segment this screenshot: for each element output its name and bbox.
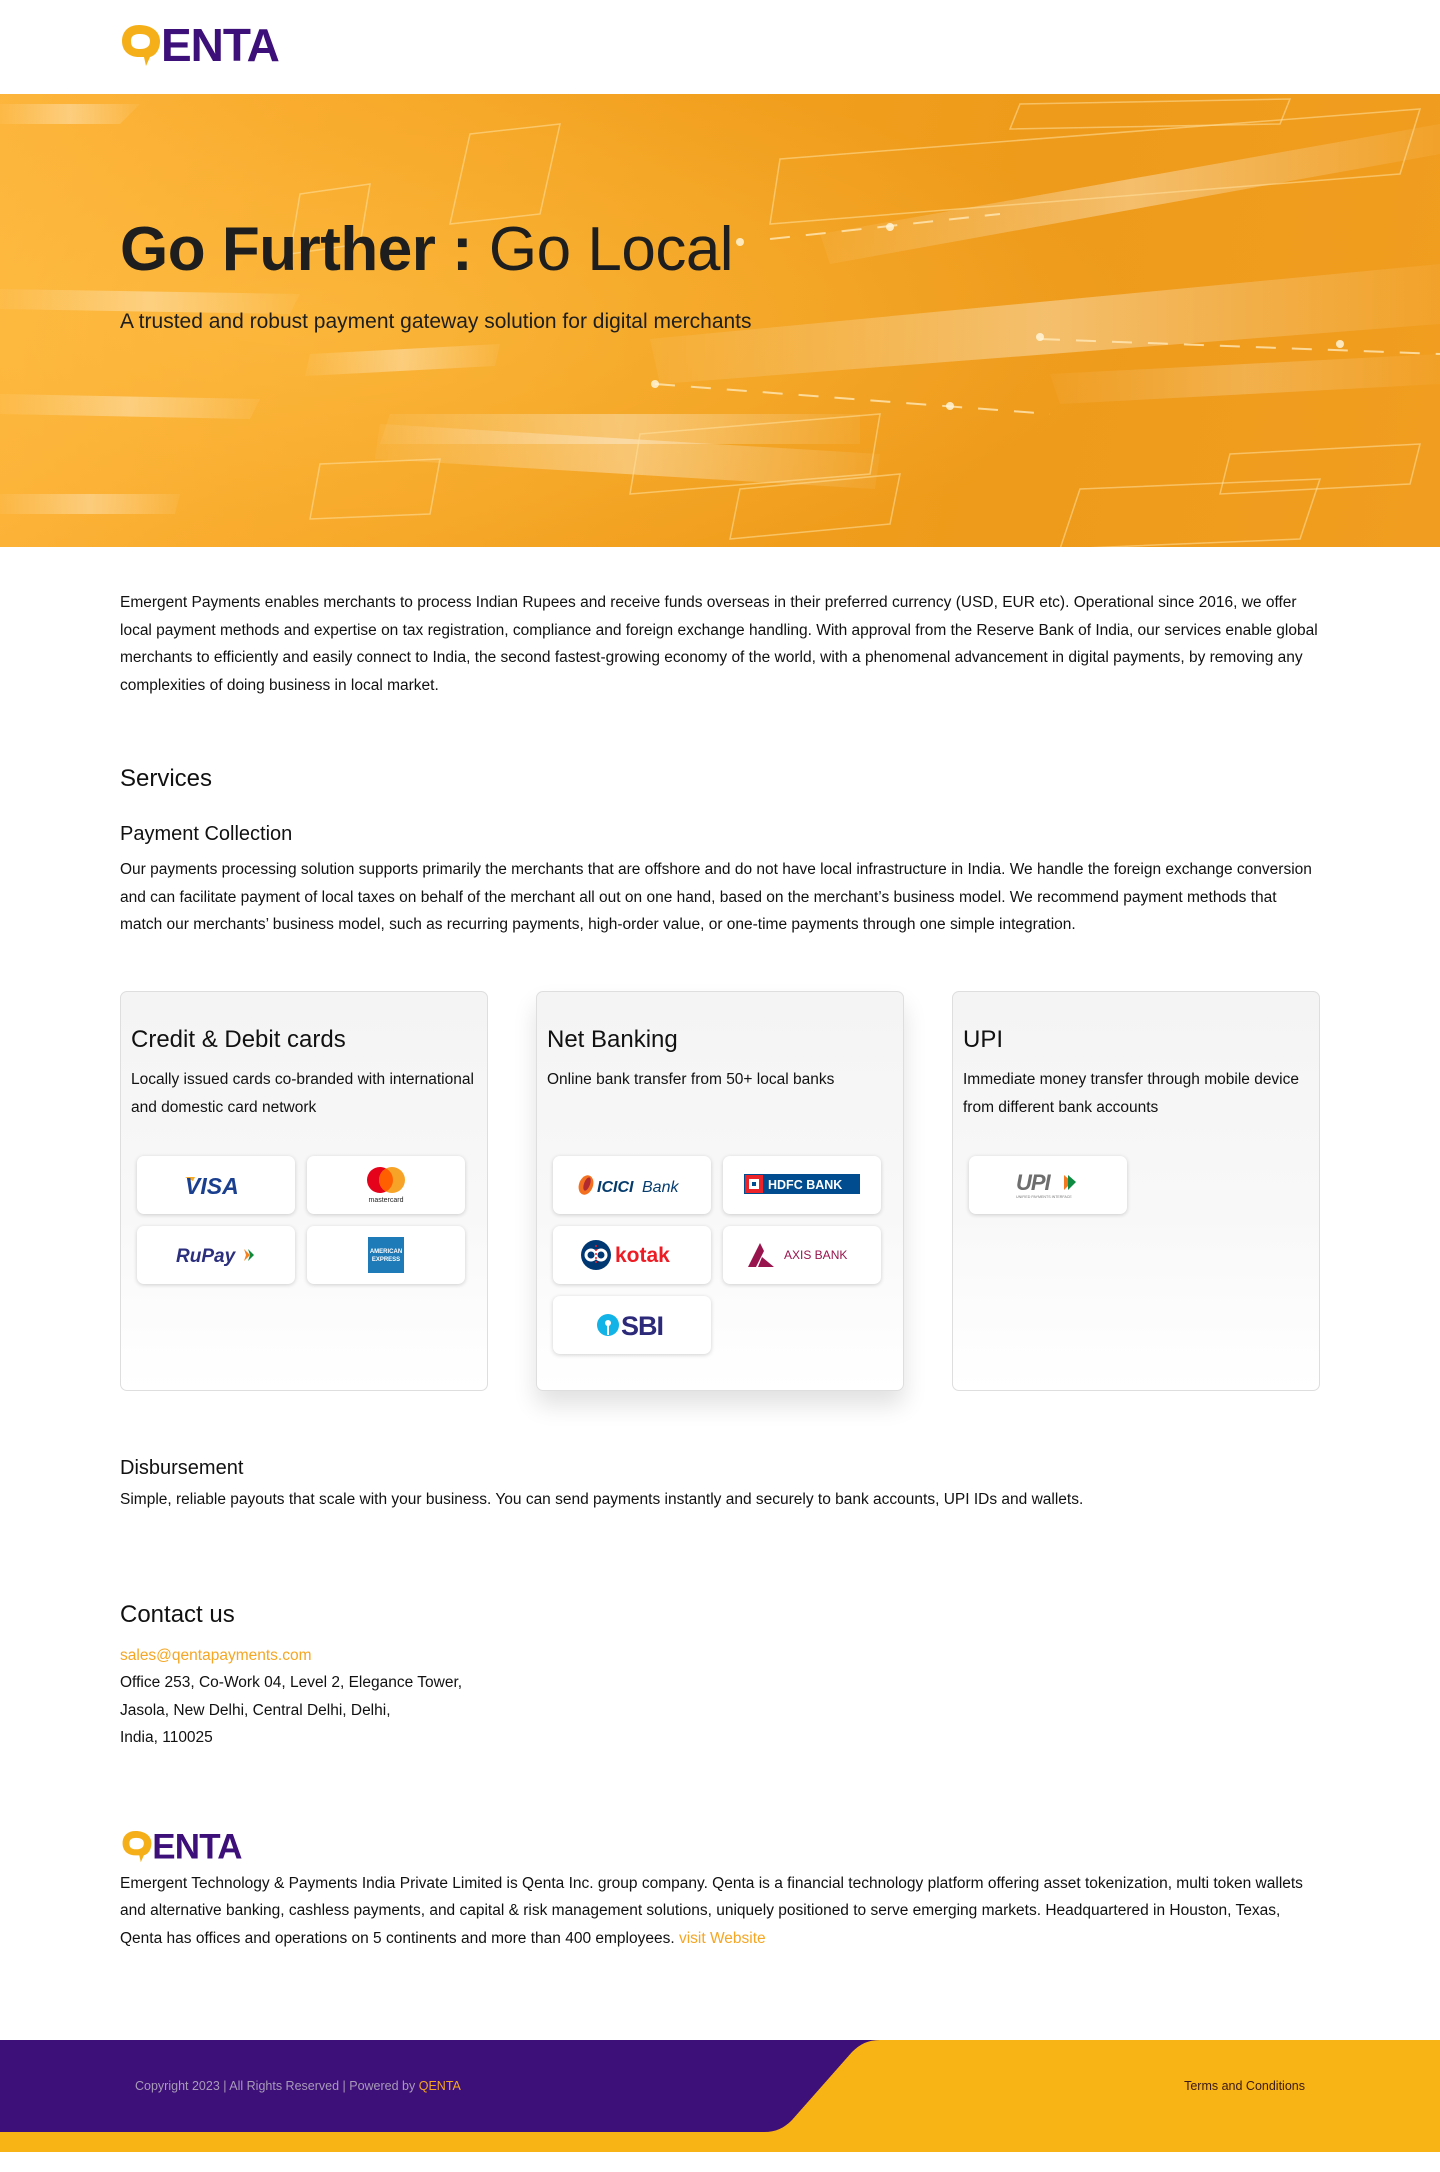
- svg-text:VISA: VISA: [185, 1172, 239, 1197]
- logo-tile-hdfc[interactable]: [723, 1156, 881, 1214]
- card-description: Immediate money transfer through mobile device from different bank accounts: [963, 1070, 1299, 1116]
- intro-section: [120, 547, 1320, 699]
- card-upi: [952, 991, 1320, 1391]
- site-header: [0, 0, 1440, 94]
- about-section: [120, 1828, 1320, 1953]
- svg-text:mastercard: mastercard: [368, 1196, 404, 1204]
- kotak-logo-icon: [580, 1239, 684, 1271]
- contact-section: [120, 1601, 1320, 1752]
- copyright-text: [135, 2079, 461, 2093]
- card-title: UPI: [963, 1025, 1004, 1053]
- logo-tile-upi[interactable]: [969, 1156, 1127, 1214]
- contact-heading: Contact us: [120, 1601, 235, 1628]
- logo-tile-amex[interactable]: [307, 1226, 465, 1284]
- visit-website-link[interactable]: visit Website: [678, 1929, 766, 1947]
- svg-text:ENTA: ENTA: [161, 21, 279, 71]
- logo-tile-axis[interactable]: [723, 1226, 881, 1284]
- footer-content: [120, 2040, 1320, 2132]
- card-credit-debit: [120, 991, 488, 1391]
- contact-email-link[interactable]: sales@qentapayments.com: [120, 1647, 312, 1664]
- svg-text:kotak: kotak: [615, 1243, 670, 1267]
- address-line-1: Office 253, Co-Work 04, Level 2, Elegance Tower,: [120, 1674, 463, 1691]
- bank-logo-grid: [547, 1156, 893, 1354]
- qenta-logo-small: [120, 1828, 1320, 1866]
- payment-collection-heading: Payment Collection: [120, 823, 293, 845]
- svg-text:UPI: UPI: [1016, 1169, 1050, 1195]
- site-footer: [0, 2040, 1440, 2152]
- svg-text:AMERICAN: AMERICAN: [369, 1248, 403, 1255]
- logo-tile-kotak[interactable]: [553, 1226, 711, 1284]
- copyright-label: Copyright 2023 | All Rights Reserved | Powered by: [135, 2079, 419, 2093]
- payment-methods-cards: [120, 991, 1320, 1391]
- logo-tile-visa[interactable]: [137, 1156, 295, 1214]
- qenta-logo[interactable]: [120, 23, 312, 71]
- hero-title: [120, 216, 1320, 284]
- about-text: [120, 1870, 1320, 1953]
- rupay-logo-icon: [174, 1243, 258, 1267]
- logo-tile-rupay[interactable]: [137, 1226, 295, 1284]
- qenta-logo-icon: [120, 21, 312, 71]
- card-net-banking: [536, 991, 904, 1391]
- axis-logo-icon: [746, 1241, 858, 1269]
- svg-text:Bank: Bank: [642, 1178, 679, 1196]
- sbi-logo-icon: [596, 1311, 668, 1339]
- card-description: Locally issued cards co-branded with international and domestic card network: [131, 1070, 474, 1116]
- logo-tile-mastercard[interactable]: [307, 1156, 465, 1214]
- disbursement-text: Simple, reliable payouts that scale with your business. You can send payments instantly and securely to bank accounts, UPI IDs and wallets.: [120, 1490, 1084, 1508]
- payment-collection-text: Our payments processing solution supports primarily the merchants that are offshore and do not have local infrastructure in India. We handle the foreign exchange conversion and can facilitate payment of local taxes on behalf of the merchant all out on one hand, based on the merchant’s business model. We recommend payment methods that match our merchants’ business model, such as recurring payments, high-order value, or one-time payments through one simple integration.: [120, 861, 1312, 933]
- svg-text:UNIFIED PAYMENTS INTERFACE: UNIFIED PAYMENTS INTERFACE: [1016, 1194, 1072, 1199]
- upi-logo-grid: [963, 1156, 1309, 1214]
- svg-text:AXIS BANK: AXIS BANK: [784, 1247, 848, 1262]
- visa-logo-icon: [181, 1173, 251, 1197]
- svg-text:RuPay: RuPay: [176, 1245, 236, 1267]
- address-line-2: Jasola, New Delhi, Central Delhi, Delhi,: [120, 1701, 391, 1719]
- intro-text: Emergent Payments enables merchants to process Indian Rupees and receive funds overseas in their preferred currency (USD, EUR etc). Operational since 2016, we offer local payment methods and expertise on tax registration, compliance and foreign exchange handling. With approval from the Reserve Bank of India, our services enable global merchants to efficiently and easily connect to India, the second fastest-growing economy of the world, with a phenomenal advancement in digital payments, by removing any complexities of doing business in local market.: [120, 594, 1318, 694]
- hero-title-bold: Go Further :: [120, 215, 473, 284]
- logo-tile-icici[interactable]: [553, 1156, 711, 1214]
- services-heading: Services: [120, 765, 213, 792]
- card-title: Net Banking: [547, 1025, 678, 1053]
- svg-text:EXPRESS: EXPRESS: [371, 1256, 401, 1263]
- address-line-3: India, 110025: [120, 1729, 213, 1746]
- main-content: [120, 547, 1320, 1952]
- card-logo-grid: [131, 1156, 477, 1284]
- card-title: Credit & Debit cards: [131, 1025, 346, 1053]
- upi-logo-icon: [1012, 1170, 1084, 1200]
- svg-text:ENTA: ENTA: [152, 1827, 242, 1866]
- mastercard-logo-icon: [356, 1165, 416, 1205]
- card-description: Online bank transfer from 50+ local banks: [547, 1070, 835, 1088]
- disbursement-heading: Disbursement: [120, 1456, 244, 1479]
- hdfc-logo-icon: [744, 1174, 860, 1196]
- svg-text:HDFC BANK: HDFC BANK: [768, 1177, 843, 1192]
- about-description: Emergent Technology & Payments India Private Limited is Qenta Inc. group company. Qenta is a financial technology platform offering asset tokenization, multi token wallets and alternative banking, cashless payments, and capital & risk management solutions, uniquely positioned to serve emerging markets. Headquartered in Houston, Texas, Qenta has offices and operations on 5 continents and more than 400 employees.: [120, 1874, 1303, 1947]
- hero-title-light: Go Local: [472, 215, 734, 284]
- hero-banner: [0, 94, 1440, 547]
- terms-and-conditions-link[interactable]: Terms and Conditions: [1184, 2079, 1305, 2093]
- logo-tile-sbi[interactable]: [553, 1296, 711, 1354]
- svg-text:ICICI: ICICI: [597, 1178, 634, 1196]
- amex-logo-icon: [368, 1237, 404, 1273]
- qenta-logo-icon: [120, 1828, 268, 1866]
- hero-subtitle: A trusted and robust payment gateway solution for digital merchants: [120, 310, 752, 334]
- icici-logo-icon: [577, 1172, 687, 1198]
- svg-text:SBI: SBI: [621, 1310, 664, 1339]
- powered-by-qenta-link[interactable]: QENTA: [418, 2079, 461, 2093]
